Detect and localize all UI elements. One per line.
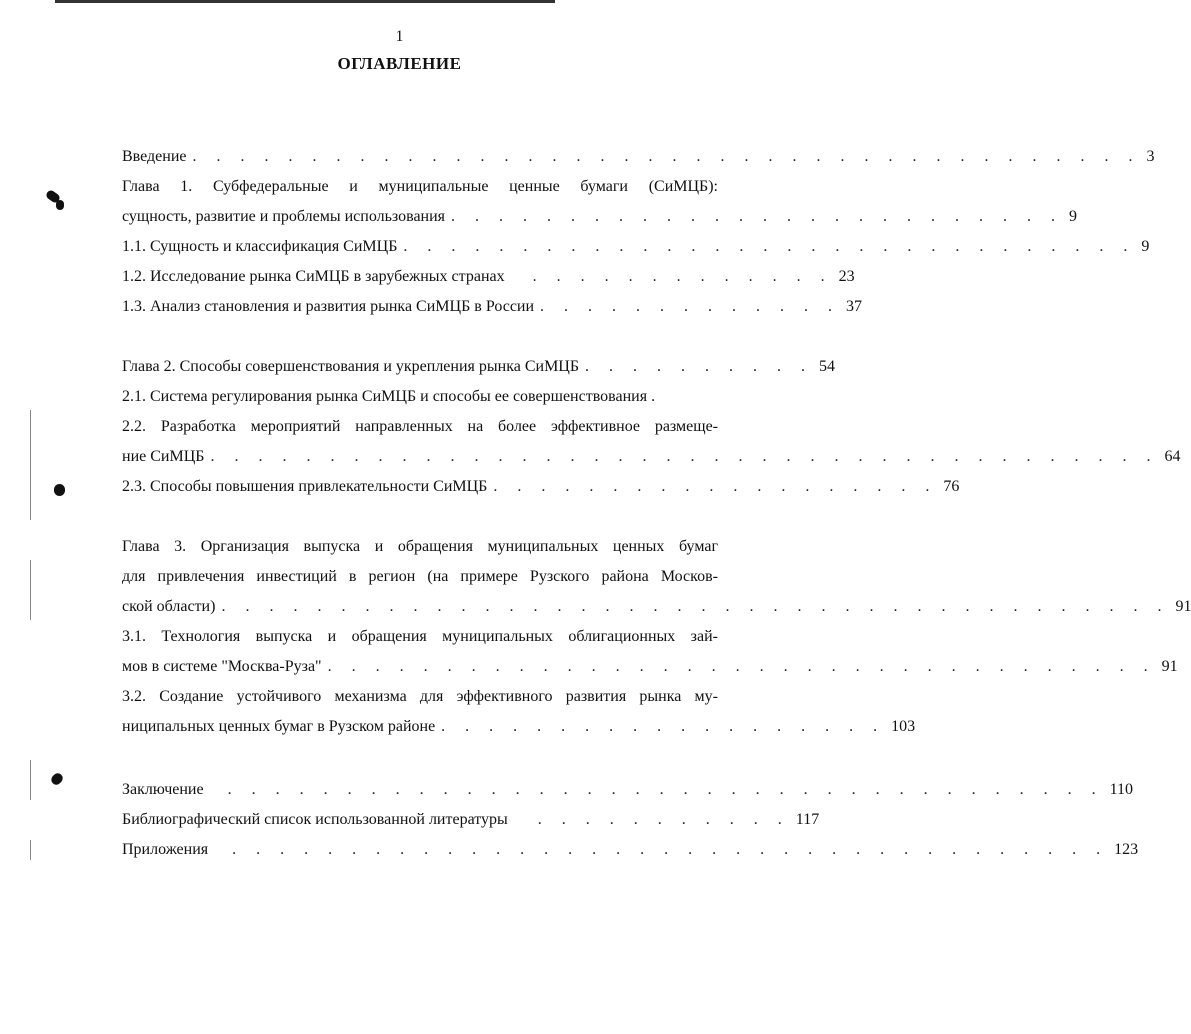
toc-entry-3-1-line1: 3.1. Технология выпуска и обращения муниципальных облигационных зай- xyxy=(122,628,718,645)
scan-edge-line xyxy=(30,560,31,620)
leader-dots: . . . . . . . . . . . . . . . . . . . . . . . . . . . . . . . . . . . . . . . . xyxy=(221,598,1170,615)
toc-entry-text: Глава 2. Способы совершенствования и укрепления рынка СиМЦБ xyxy=(122,358,580,375)
scan-edge-line xyxy=(30,760,31,800)
leader-dots: . . . . . . . . . . . . . . . . . . . . . . . . . . . . . . . . . . . . . . . . xyxy=(192,148,1141,165)
toc-entry-page: 9 xyxy=(1069,208,1078,225)
toc-entry-page: 123 xyxy=(1114,841,1139,858)
toc-entry-page: 117 xyxy=(795,811,820,828)
scan-edge-line xyxy=(30,410,31,520)
toc-entry-text: Библиографический список использованной литературы xyxy=(122,811,508,828)
toc-entry-page: 76 xyxy=(943,478,960,495)
leader-dots: . . . . . . . . . . xyxy=(585,358,814,375)
toc-entry-intro xyxy=(122,142,1155,172)
toc-entry-text: 2.3. Способы повышения привлекательности СиМЦБ xyxy=(122,478,488,495)
toc-entry-chapter-3-line2: для привлечения инвестиций в регион (на примере Рузского района Москов- xyxy=(122,568,718,585)
toc-entry-chapter-1-line1: Глава 1. Субфедеральные и муниципальные ценные бумаги (СиМЦБ): xyxy=(122,178,718,195)
toc-entry-page: 91 xyxy=(1161,658,1178,675)
toc-entry-text: 1.2. Исследование рынка СиМЦБ в зарубежных странах xyxy=(122,268,505,285)
scan-mark xyxy=(54,484,65,496)
toc-entry-1-1 xyxy=(122,232,1150,262)
toc-entry-page: 9 xyxy=(1141,238,1150,255)
toc-entry-text: ниципальных ценных бумаг в Рузском районе xyxy=(122,718,436,735)
toc-entry-page: 64 xyxy=(1164,448,1181,465)
leader-dots: . . . . . . . . . . . . . . . . . . . . . . . . . . xyxy=(451,208,1064,225)
toc-entry-page: 110 xyxy=(1109,781,1133,798)
toc-entry-chapter-1 xyxy=(122,202,1078,232)
scan-mark xyxy=(49,771,65,787)
leader-dots: . . . . . . . . . . . . . . . . . . . xyxy=(493,478,938,495)
toc-entry-text: Заключение xyxy=(122,781,204,798)
toc-entry-page: 54 xyxy=(819,358,836,375)
toc-entry-text: Введение xyxy=(122,148,187,165)
top-rule xyxy=(55,0,555,3)
toc-entry-3-2-line1: 3.2. Создание устойчивого механизма для эффективного развития рынка му- xyxy=(122,688,718,705)
toc-entry-page: 3 xyxy=(1146,148,1155,165)
scan-edge-line xyxy=(30,840,31,860)
toc-entry-text: ние СиМЦБ xyxy=(122,448,205,465)
toc-entry-1-3 xyxy=(122,292,863,322)
toc-entry-chapter-3 xyxy=(122,592,1191,622)
toc-entry-2-2 xyxy=(122,442,1181,472)
toc-entry-chapter-3-line1: Глава 3. Организация выпуска и обращения муниципальных ценных бумаг xyxy=(122,538,718,555)
toc-entry-page: 23 xyxy=(838,268,855,285)
toc-entry-3-1 xyxy=(122,652,1178,682)
toc-entry-text: сущность, развитие и проблемы использования xyxy=(122,208,446,225)
leader-dots: . . . . . . . . . . . . . . . . . . . . . . . . . . . . . . . . . . . . . xyxy=(227,781,1104,798)
toc-entry-chapter-2 xyxy=(122,352,836,382)
toc-entry-conclusion xyxy=(122,775,1133,805)
page-title: ОГЛАВЛЕНИЕ xyxy=(337,54,462,73)
page-number: 1 xyxy=(395,28,404,45)
leader-dots: . . . . . . . . . . . . . xyxy=(532,268,833,285)
leader-dots: . . . . . . . . . . . . . . . . . . . xyxy=(441,718,886,735)
toc-entry-text: ской области) xyxy=(122,598,216,615)
toc-entry-1-2 xyxy=(122,262,855,292)
leader-dots: . . . . . . . . . . . . . xyxy=(540,298,841,315)
toc-entry-text: Приложения xyxy=(122,841,209,858)
toc-entry-2-3 xyxy=(122,472,960,502)
toc-entry-text: мов в системе "Москва-Руза" xyxy=(122,658,322,675)
leader-dots: . . . . . . . . . . . . . . . . . . . . . . . . . . . . . . . xyxy=(403,238,1136,255)
toc-entry-2-2-line1: 2.2. Разработка мероприятий направленных на более эффективное размеще- xyxy=(122,418,718,435)
toc-entry-2-1: 2.1. Система регулирования рынка СиМЦБ и способы ее совершенствования . xyxy=(122,388,656,405)
toc-entry-page: 91 xyxy=(1175,598,1191,615)
scan-mark xyxy=(56,200,64,210)
toc-entry-3-2 xyxy=(122,712,916,742)
leader-dots: . . . . . . . . . . . xyxy=(537,811,790,828)
toc-entry-text: 1.3. Анализ становления и развития рынка СиМЦБ в России xyxy=(122,298,535,315)
toc-entry-appendix xyxy=(122,835,1139,865)
toc-entry-page: 103 xyxy=(891,718,916,735)
toc-entry-page: 37 xyxy=(846,298,863,315)
leader-dots: . . . . . . . . . . . . . . . . . . . . . . . . . . . . . . . . . . . xyxy=(327,658,1156,675)
toc-entry-text: 1.1. Сущность и классификация СиМЦБ xyxy=(122,238,398,255)
leader-dots: . . . . . . . . . . . . . . . . . . . . . . . . . . . . . . . . . . . . . xyxy=(232,841,1109,858)
toc-entry-bibliography xyxy=(122,805,820,835)
leader-dots: . . . . . . . . . . . . . . . . . . . . . . . . . . . . . . . . . . . . . . . . xyxy=(210,448,1159,465)
